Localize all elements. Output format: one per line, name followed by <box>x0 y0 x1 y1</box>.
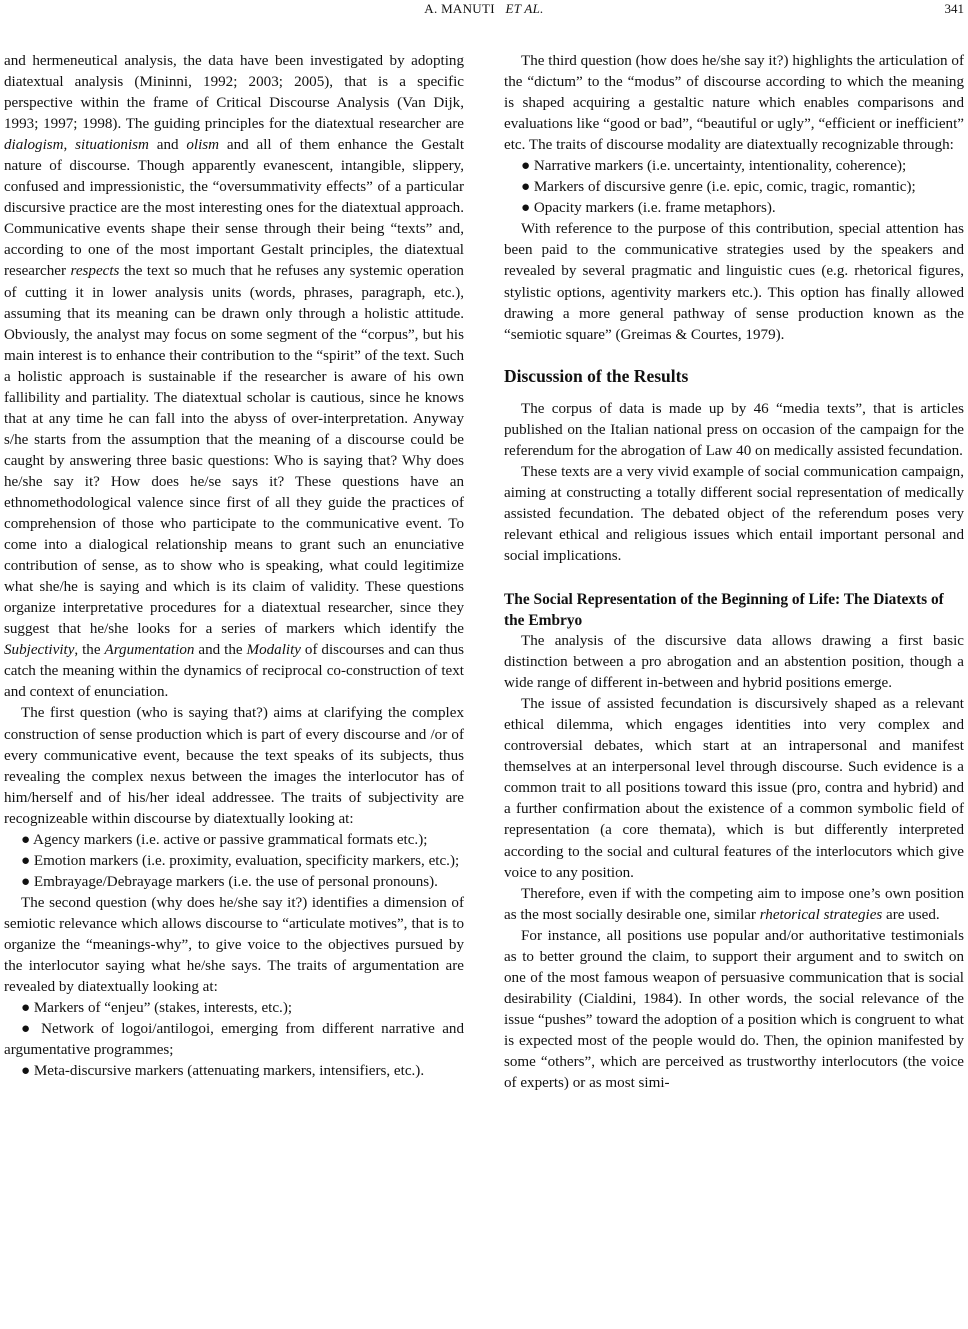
running-head <box>0 1 968 17</box>
bullet-opacity-markers: ● Opacity markers (i.e. frame metaphors). <box>521 200 776 217</box>
page-number: 341 <box>944 1 964 16</box>
paragraph-third-question: The third question (how does he/she say it?) highlights the articulation of the “dictum” to the “modus” of discourse according to which the meaning is shaped acquiring a gestaltic nature which enables comparisons and evaluations like “good or bad”, “beautiful or ugly”, “efficient or inefficient” etc. The traits of discourse modality are diatextually recognizable through: <box>504 53 964 154</box>
paragraph-rhetorical-strategies <box>504 884 964 926</box>
term-respects: respects <box>70 263 120 280</box>
bullet-narrative-markers: ● Narrative markers (i.e. uncertainty, intentionality, coherence); <box>521 158 907 175</box>
paragraph-analysis: The analysis of the discursive data allows drawing a first basic distinction between a pro abrogation and an abstention position, though a wide range of different in-between and hybrid positions emerge. <box>504 633 964 692</box>
paragraph-ethical-dilemma: The issue of assisted fecundation is discursively shaped as a relevant ethical dilemma, which engages identities into very complex and controversial debates, which start at an intrapersonal and manifest themselves at an interpersonal level through discourse. Such evidence is a common trait to all positions toward this issue (pro, contra and hybrid) and a further confirmation about the existence of a common symbolic field of representation (a core themata), which is but differently interpreted according to the social and cultural features of the interlocutors which give voice to any position. <box>504 696 964 881</box>
paragraph-methodology <box>4 51 464 703</box>
paragraph-corpus: The corpus of data is made up by 46 “media texts”, that is articles published on the Italian national press on occasion of the campaign for the referendum for the abrogation of Law 40 on medically assisted fecundation. <box>504 400 964 459</box>
running-head-et-al: ET AL. <box>505 1 544 16</box>
term-subjectivity: Subjectivity <box>4 642 75 659</box>
text-run: Therefore, even if with the competing aim to impose one’s own position as the most socially desirable one, similar <box>504 885 964 923</box>
paragraph-communicative-strategies: With reference to the purpose of this contribution, special attention has been paid to the communicative strategies used by the speakers and revealed by several pragmatic and linguistic cues (e.g. rhetorical figures, stylistic options, agentivity markers etc.). This option has finally allowed drawing a more general pathway of sense production known as the “semiotic square” (Greimas & Courtes, 1979). <box>504 221 964 343</box>
running-head-author: A. MANUTI <box>424 1 495 16</box>
text-run: , the <box>74 642 105 659</box>
bullet-meta-discursive-markers: ● Meta-discursive markers (attenuating markers, intensifiers, etc.). <box>21 1063 425 1080</box>
bullet-embrayage-markers: ● Embrayage/Debrayage markers (i.e. the use of personal pronouns). <box>21 873 438 890</box>
paragraph-testimonials: For instance, all positions use popular and/or authoritative testimonials as to better ground the claim, to support their argument and to switch on one of the most famous weapon of persuasive communication that is social desirability (Cialdini, 1984). In other words, the social relevance of the issue “pushes” toward the adoption of a position which is congruent to what is expected most of the people would do. Then, the opinion manifested by some “others”, which are perceived as trustworthy interlocutors (the voice of experts) or as most simi- <box>504 927 964 1092</box>
text-run: of discourses and can thus catch the meaning within the dynamics of reciprocal co-construction of text and context of enunciation. <box>4 642 464 701</box>
term-argumentation: Argumentation <box>104 642 195 659</box>
text-run: and all of them enhance the Gestalt nature of discourse. Though apparently evanescent, intangible, slippery, confused and impressionistic, the “oversummativity effects” of a particular discursive practice are the most interesting ones for the diatextual approach. Communicative events shape their sense through their being “texts” and, according to one of the most important Gestalt principles, the diatextual researcher <box>4 137 465 280</box>
section-heading: Discussion of the Results <box>504 365 689 386</box>
bullet-agency-markers: ● Agency markers (i.e. active or passive grammatical formats etc.); <box>21 831 428 848</box>
term-situationism: situationism <box>75 137 149 154</box>
subsection-heading: The Social Representation of the Beginning of Life: The Diatexts of the Embryo <box>504 591 944 630</box>
bullet-emotion-markers: ● Emotion markers (i.e. proximity, evaluation, specificity markers, etc.); <box>21 852 460 869</box>
text-run: and the <box>194 642 247 659</box>
text-run: , <box>63 137 76 154</box>
paragraph-first-question: The first question (who is saying that?) aims at clarifying the complex construction of sense production which is part of every discourse and /or of every communicative event, because the text speaks of its subjects, thus revealing the complex nexus between the images the interlocutor has of him/herself and of his/her ideal addressee. The traits of subjectivity are recognizeable within discourse by diatextually looking at: <box>4 705 464 827</box>
paragraph-second-question: The second question (why does he/she say it?) identifies a dimension of semiotic relevance which allows discourse to “articulate motives”, that is to organize the “meanings-why”, to give voice to the objectives pursued by the interlocutor saying what he/she says. The traits of argumentation are revealed by diatextually looking at: <box>4 894 464 996</box>
bullet-genre-markers: ● Markers of discursive genre (i.e. epic, comic, tragic, romantic); <box>521 179 916 196</box>
text-run: and hermeneutical analysis, the data have been investigated by adopting diatextual analysis (Mininni, 1992; 2003; 2005), that is a specific perspective within the frame of Critical Discourse Analysis (Van Dijk, 1993; 1997; 1998). The guiding principles for the diatextual researcher are <box>4 53 464 133</box>
paragraph-campaign: These texts are a very vivid example of social communication campaign, aiming at constructing a totally different social representation of medically assisted fecundation. The debated object of the referendum poses very relevant ethical and religious issues which entail important personal and social implications. <box>504 463 964 564</box>
term-modality: Modality <box>246 642 301 659</box>
term-rhetorical-strategies: rhetorical strategies <box>759 906 883 923</box>
page-header <box>0 0 968 22</box>
bullet-logoi-network: ● Network of logoi/antilogoi, emerging from different narrative and argumentative programmes; <box>4 1021 464 1059</box>
left-column <box>4 51 464 1082</box>
text-run: are used. <box>882 906 940 923</box>
term-olism: olism <box>186 137 220 154</box>
bullet-enjeu-markers: ● Markers of “enjeu” (stakes, interests, etc.); <box>21 1000 293 1017</box>
right-column <box>504 51 964 1094</box>
text-run: and <box>148 137 187 154</box>
text-run: the text so much that he refuses any systemic operation of cutting it in lower analysis units (words, phrases, paragraph, etc.), assuming that its meaning can be drawn only through a holistic attitude. Obviously, the analyst may focus on some segment of the “corpus”, but his main interest is to enhance their contribution to the “spirit” of the text. Such a holistic approach is sustainable if the researcher is aware of his own fallibility and partiality. The diatextual scholar is cautious, since he knows that at any time he can fall into the abyss of over-interpretation. Anyway s/he starts from the assumption that the meaning of a discourse could be caught by answering three basic questions: Who is saying that? Why does he/she say it? How does he/se says it? These questions have an ethnomethodological valence since first of all they guide the practices of comprehension of those who participate to the communicative event. To come into a dialogical relationship means to grant such an enunciative contribution of sense, as to show who is speaking, what could legitimize what she/he is saying and which is its claim of validity. These questions organize interpretative procedures for a diatextual researcher, since they suggest that he/she looks for a series of markers which identify the <box>4 263 464 638</box>
term-dialogism: dialogism <box>4 137 64 154</box>
